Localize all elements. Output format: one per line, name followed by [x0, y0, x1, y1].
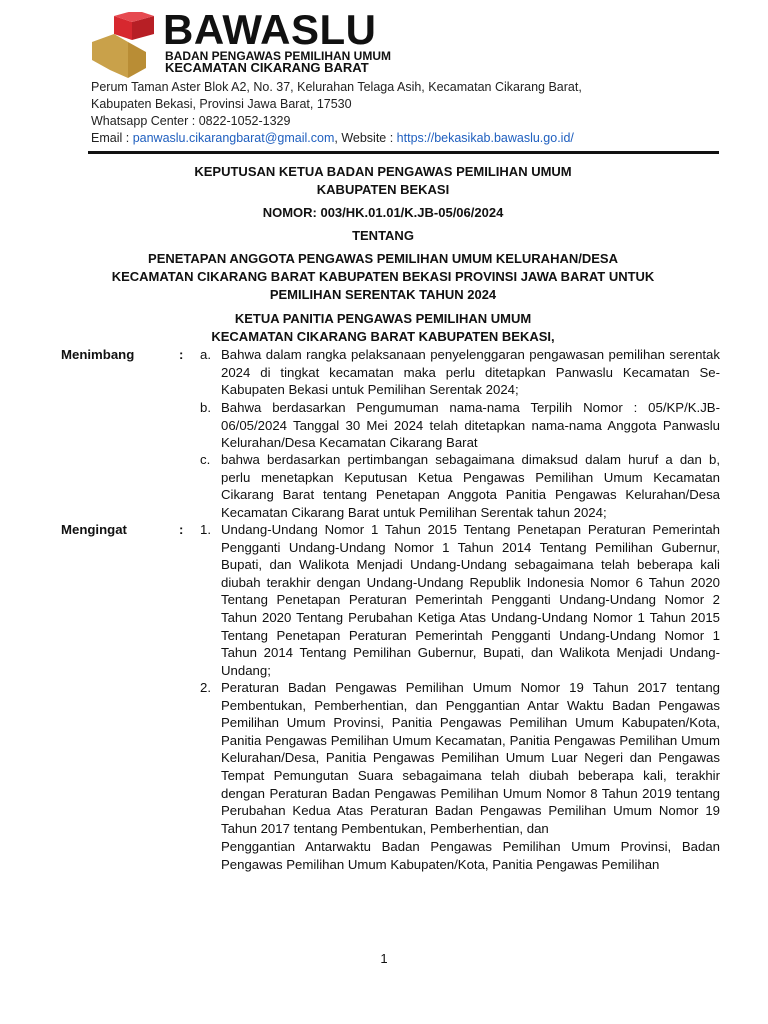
item-marker: c.	[200, 452, 211, 467]
menimbang-label: Menimbang	[61, 347, 135, 362]
menimbang-item-b	[200, 399, 720, 452]
decree-title-line-2: KABUPATEN BEKASI	[316, 182, 450, 197]
item-text: Peraturan Badan Pengawas Pemilihan Umum Nomor 19 Tahun 2017 tentang Pembentukan, Pemberhentian, dan Penggantian Antar Waktu Badan Pengawas Pemilihan Umum Provinsi, Panitia Pengawas Pemilihan Umum Kabupaten/Kota, Panitia Pengawas Pemilihan Umum Kecamatan, Panitia Pengawas Pemilihan Umum Kelurahan/Desa, Panitia Pengawas Pemilihan Umum Luar Negeri dan Pengawas Tempat Pemungutan Suara sebagaimana telah diubah beberapa kali, terakhir dengan Peraturan Badan Pengawas Pemilihan Umum Nomor 8 Tahun 2019 tentang Perubahan Kedua Atas Peraturan Badan Pengawas Pemilihan Umum Nomor 19 Tahun 2017 tentang Pembentukan, Pemberhentian, dan	[221, 680, 720, 836]
letterhead-divider	[88, 151, 719, 154]
website-label: , Website :	[334, 131, 397, 145]
menimbang-item-c	[200, 451, 720, 521]
menimbang-colon: :	[179, 347, 184, 362]
item-marker: a.	[200, 347, 211, 362]
item-text: bahwa berdasarkan pertimbangan sebagaimana dimaksud dalam huruf a dan b, perlu menetapkan Keputusan Ketua Pengawas Pemilihan Umum Kecamatan Cikarang Barat tentang Penetapan Anggota Panitia Pengawas Kelurahan/Desa Kecamatan Cikarang Barat untuk Pemilihan Serentak tahun 2024;	[221, 452, 720, 520]
issuer-line-2: KECAMATAN CIKARANG BARAT KABUPATEN BEKASI,	[211, 329, 555, 344]
whatsapp-contact: Whatsapp Center : 0822-1052-1329	[91, 114, 291, 128]
address-line-1: Perum Taman Aster Blok A2, No. 37, Kelurahan Telaga Asih, Kecamatan Cikarang Barat,	[91, 80, 582, 94]
address-line-2: Kabupaten Bekasi, Provinsi Jawa Barat, 17530	[91, 97, 352, 111]
subject-line-2: KECAMATAN CIKARANG BARAT KABUPATEN BEKASI PROVINSI JAWA BARAT UNTUK	[111, 269, 655, 284]
mengingat-label: Mengingat	[61, 522, 127, 537]
mengingat-item-2	[200, 679, 720, 874]
email-label: Email :	[91, 131, 133, 145]
menimbang-item-a	[200, 346, 720, 399]
mengingat-colon: :	[179, 522, 184, 537]
item-marker: b.	[200, 400, 211, 415]
email-website-line	[91, 131, 574, 145]
website-link[interactable]: https://bekasikab.bawaslu.go.id/	[396, 131, 574, 145]
page-number: 1	[380, 951, 388, 966]
subject-line-1: PENETAPAN ANGGOTA PENGAWAS PEMILIHAN UMUM KELURAHAN/DESA	[148, 251, 618, 266]
bawaslu-logo	[88, 12, 160, 82]
issuer-line-1: KETUA PANITIA PENGAWAS PEMILIHAN UMUM	[234, 311, 532, 326]
mengingat-item-1	[200, 521, 720, 679]
item-text-continuation: Penggantian Antarwaktu Badan Pengawas Pemilihan Umum Provinsi, Badan Pengawas Pemilihan Umum Kabupaten/Kota, Panitia Pengawas Pemilihan	[221, 839, 720, 872]
org-full-name: BADAN PENGAWAS PEMILIHAN UMUM	[165, 49, 392, 63]
subject-line-3: PEMILIHAN SERENTAK TAHUN 2024	[269, 287, 497, 302]
tentang-heading: TENTANG	[352, 228, 414, 243]
org-unit: KECAMATAN CIKARANG BARAT	[165, 60, 369, 75]
item-text: Undang-Undang Nomor 1 Tahun 2015 Tentang Penetapan Peraturan Pemerintah Pengganti Undang-Undang Nomor 1 Tahun 2014 Tentang Pemilihan Gubernur, Bupati, dan Walikota Menjadi Undang-Undang sebagaimana telah beberapa kali diubah terakhir dengan Undang-Undang Republik Indonesia Nomor 6 Tahun 2020 Tentang Penetapan Peraturan Pemerintah Pengganti Undang-Undang Nomor 2 Tahun 2020 Tentang Perubahan Ketiga Atas Undang-Undang Nomor 1 Tahun 2015 Tentang Penetapan Peraturan Pemerintah Pengganti Undang-Undang Nomor 1 Tahun 2014 Tentang Pemilihan Gubernur, Bupati, dan Walikota Menjadi Undang-Undang;	[221, 522, 720, 678]
email-link[interactable]: panwaslu.cikarangbarat@gmail.com	[132, 131, 335, 145]
item-marker: 1.	[200, 522, 211, 537]
item-text: Bahwa berdasarkan Pengumuman nama-nama Terpilih Nomor : 05/KP/K.JB-06/05/2024 Tanggal 30 Mei 2024 telah ditetapkan nama-nama Anggota Panwaslu Kelurahan/Desa Kecamatan Cikarang Barat	[221, 400, 720, 451]
decree-number: NOMOR: 003/HK.01.01/K.JB-05/06/2024	[262, 205, 504, 220]
org-name: BAWASLU	[163, 6, 377, 53]
item-text: Bahwa dalam rangka pelaksanaan penyelenggaran pengawasan pemilihan serentak 2024 di tingkat kecamatan maka perlu ditetapkan Panwaslu Kecamatan Se-Kabupaten Bekasi untuk Pemilihan Serentak 2024;	[221, 347, 720, 398]
item-marker: 2.	[200, 680, 211, 695]
decree-title-line-1: KEPUTUSAN KETUA BADAN PENGAWAS PEMILIHAN UMUM	[194, 164, 572, 179]
